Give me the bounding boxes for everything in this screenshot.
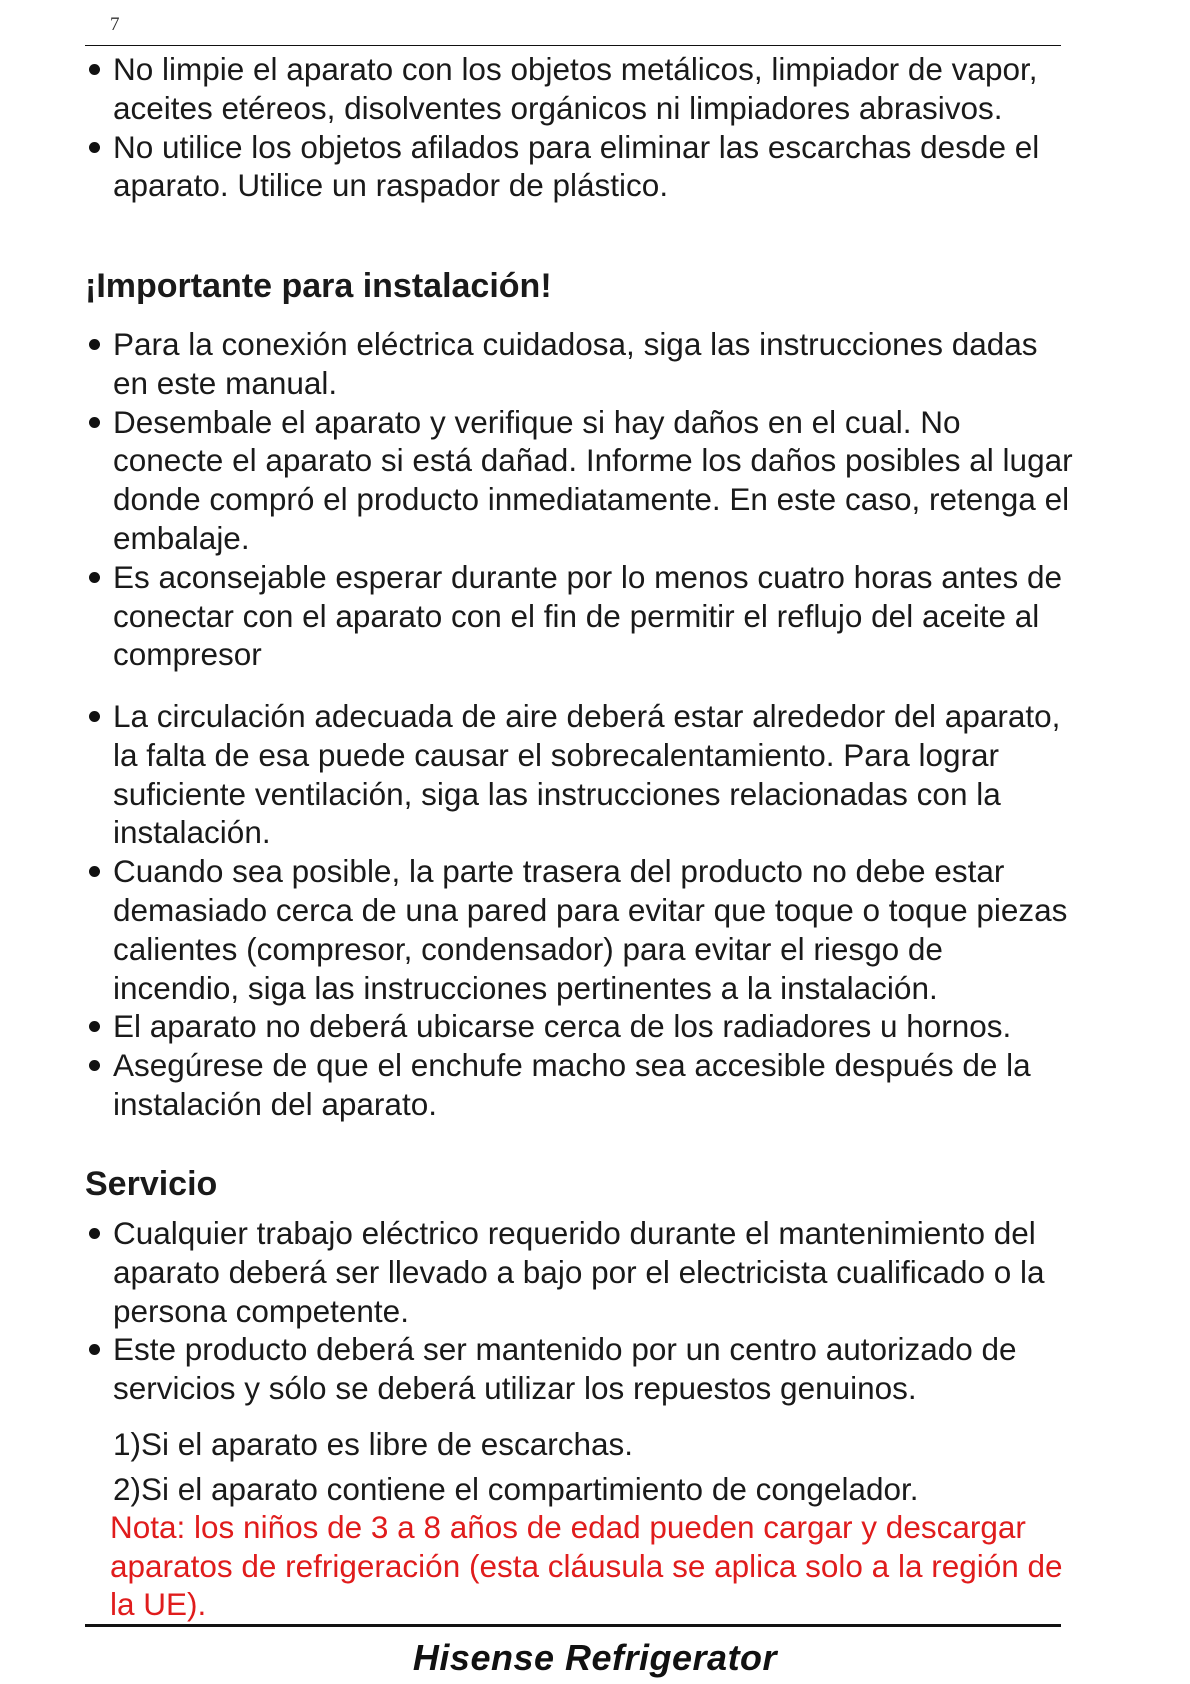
list-item: Es aconsejable esperar durante por lo menos cuatro horas antes de conectar con el aparato con el fin de permitir el reflujo del aceite al compresor [85, 558, 1075, 674]
bullet-icon [89, 417, 100, 428]
eu-note: Nota: los niños de 3 a 8 años de edad pueden cargar y descargar aparatos de refrigeración (esta cláusula se aplica solo a la región de la UE). [110, 1509, 1063, 1622]
bullet-icon [89, 142, 100, 153]
intro-bullet-list [85, 50, 1075, 205]
installation-bullet-list-b [85, 697, 1075, 1124]
footnote-2: 2)Si el aparato contiene el compartimiento de congelador. [113, 1471, 919, 1507]
bullet-icon [89, 64, 100, 75]
footer-rule [85, 1624, 1061, 1627]
footnote-section [85, 1425, 1075, 1624]
list-item: Cualquier trabajo eléctrico requerido durante el mantenimiento del aparato deberá ser llevado a bajo por el electricista cualificado o la persona competente. [85, 1214, 1075, 1330]
bullet-icon [89, 711, 100, 722]
installation-bullet-list-a [85, 325, 1075, 674]
bullet-icon [89, 1021, 100, 1032]
list-item: Para la conexión eléctrica cuidadosa, siga las instrucciones dadas en este manual. [85, 325, 1075, 403]
list-item: El aparato no deberá ubicarse cerca de los radiadores u hornos. [85, 1007, 1075, 1046]
bullet-icon [89, 572, 100, 583]
list-item: No utilice los objetos afilados para eliminar las escarchas desde el aparato. Utilice un raspador de plástico. [85, 128, 1075, 206]
service-bullet-list [85, 1214, 1075, 1408]
bullet-icon [89, 866, 100, 877]
list-item: Asegúrese de que el enchufe macho sea accesible después de la instalación del aparato. [85, 1046, 1075, 1124]
installation-heading: ¡Importante para instalación! [85, 267, 552, 305]
bullet-icon [89, 1344, 100, 1355]
list-item: Desembale el aparato y verifique si hay daños en el cual. No conecte el aparato si está dañad. Informe los daños posibles al lugar donde compró el producto inmediatamente. En este caso, retenga el embalaje. [85, 403, 1075, 558]
list-item: Este producto deberá ser mantenido por un centro autorizado de servicios y sólo se deberá utilizar los repuestos genuinos. [85, 1330, 1075, 1408]
brand-footer: Hisense Refrigerator [412, 1637, 778, 1678]
list-item: La circulación adecuada de aire deberá estar alrededor del aparato, la falta de esa puede causar el sobrecalentamiento. Para lograr suficiente ventilación, siga las instrucciones relacionadas con la instalación. [85, 697, 1075, 852]
list-item: Cuando sea posible, la parte trasera del producto no debe estar demasiado cerca de una pared para evitar que toque o toque piezas calientes (compresor, condensador) para evitar el riesgo de incendio, siga las instrucciones pertinentes a la instalación. [85, 852, 1075, 1007]
service-section [85, 1214, 1075, 1408]
bullet-icon [89, 339, 100, 350]
installation-heading-wrap [85, 266, 1075, 306]
service-heading-wrap [85, 1164, 1075, 1204]
service-heading: Servicio [85, 1165, 218, 1203]
intro-section [85, 50, 1075, 205]
installation-section-a [85, 325, 1075, 674]
footnote-1: 1)Si el aparato es libre de escarchas. [113, 1426, 634, 1462]
bullet-icon [89, 1060, 100, 1071]
bullet-icon [89, 1228, 100, 1239]
installation-section-b [85, 697, 1075, 1124]
list-item: No limpie el aparato con los objetos metálicos, limpiador de vapor, aceites etéreos, disolventes orgánicos ni limpiadores abrasivos. [85, 50, 1075, 128]
page-number: 7 [110, 14, 120, 35]
header-rule [85, 45, 1061, 46]
